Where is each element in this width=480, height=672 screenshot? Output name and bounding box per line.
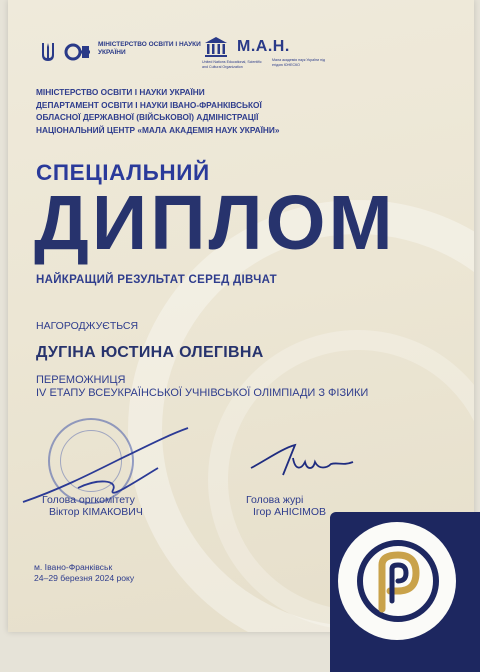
awarded-label: НАГОРОДЖУЄТЬСЯ xyxy=(36,320,139,332)
p-logo-icon xyxy=(352,535,444,627)
achievement-text xyxy=(36,374,368,400)
nomination-text: НАЙКРАЩИЙ РЕЗУЛЬТАТ СЕРЕД ДІВЧАТ xyxy=(36,274,277,286)
issuer-line: НАЦІОНАЛЬНИЙ ЦЕНТР «МАЛА АКАДЕМІЯ НАУК УКРАЇНИ» xyxy=(36,124,280,135)
signatory-left xyxy=(42,494,143,518)
trident-icon xyxy=(40,41,56,63)
achievement-line-2: IV ЕТАПУ ВСЕУКРАЇНСЬКОЇ УЧНІВСЬКОЇ ОЛІМПІАДИ З ФІЗИКИ xyxy=(36,387,369,399)
signatory-left-role: Голова оргкомітету xyxy=(42,494,135,506)
signatory-right-name: Ігор АНІСІМОВ xyxy=(253,506,327,518)
issuer-line: ДЕПАРТАМЕНТ ОСВІТИ І НАУКИ ІВАНО-ФРАНКІВСЬКОЇ xyxy=(36,99,262,110)
title-diploma: ДИПЛОМ xyxy=(34,180,396,266)
title-special: СПЕЦІАЛЬНИЙ xyxy=(36,160,210,185)
awardee-name: ДУГІНА ЮСТИНА ОЛЕГІВНА xyxy=(36,344,264,361)
place-and-date xyxy=(34,562,134,584)
man-caption: Мала академія наук України під егідою ЮНЕСКО xyxy=(272,58,325,67)
unesco-temple-icon xyxy=(202,34,230,60)
man-logo: М.А.Н. xyxy=(237,38,290,55)
ministry-logo-text: МІНІСТЕРСТВО ОСВІТИ І НАУКИ УКРАЇНИ xyxy=(98,41,201,56)
place-text: м. Івано-Франківськ xyxy=(34,562,113,572)
unesco-caption: United Nations Educational, Scientific and Cultural Organization xyxy=(202,60,262,69)
issuer-line: МІНІСТЕРСТВО ОСВІТИ І НАУКИ УКРАЇНИ xyxy=(36,87,205,97)
ministry-logo-icon xyxy=(64,42,90,62)
issuing-bodies xyxy=(36,87,416,137)
date-text: 24–29 березня 2024 року xyxy=(34,573,135,583)
signatory-right xyxy=(246,494,326,518)
issuer-line: ОБЛАСНОЇ ДЕРЖАВНОЇ (ВІЙСЬКОВОЇ) АДМІНІСТРАЦІЇ xyxy=(36,112,259,122)
signature-right xyxy=(243,440,363,490)
achievement-line-1: ПЕРЕМОЖНИЦЯ xyxy=(36,374,126,386)
header-logos xyxy=(34,38,454,68)
signatory-right-role: Голова журі xyxy=(246,494,304,506)
signatory-left-name: Віктор КІМАКОВИЧ xyxy=(49,506,143,518)
